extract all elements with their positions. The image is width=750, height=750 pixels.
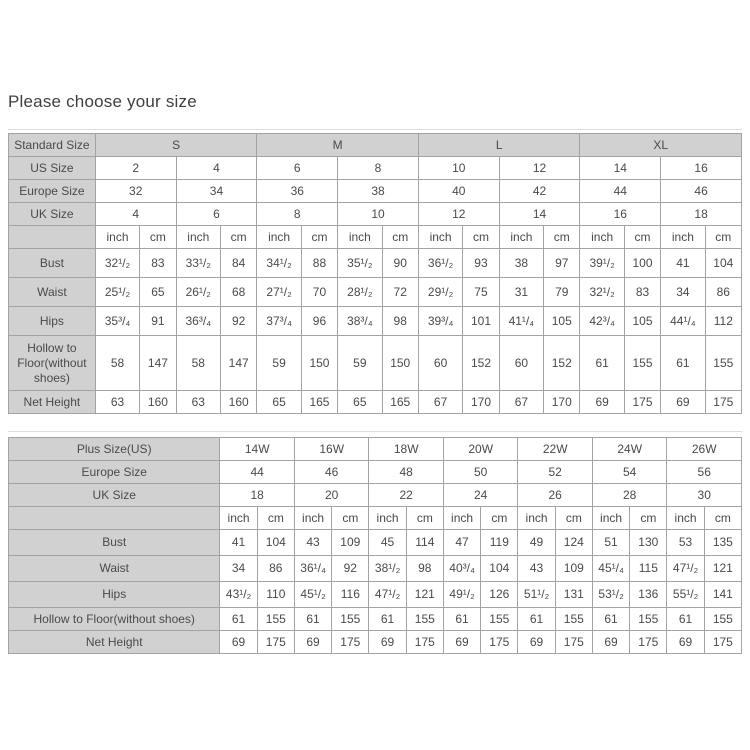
- measure-value-cell: 28¹/₂: [338, 278, 382, 307]
- size-row: [9, 157, 742, 180]
- size-value-cell: 16W: [294, 438, 369, 461]
- measure-value-cell: 165: [382, 391, 418, 414]
- measure-value-cell: 59: [338, 336, 382, 391]
- unit-cell: inch: [294, 507, 331, 530]
- measure-value-cell: 175: [257, 631, 294, 654]
- row-label-cell: Plus Size(US): [9, 438, 220, 461]
- measure-value-cell: 69: [518, 631, 555, 654]
- measure-value-cell: 34¹/₂: [257, 249, 301, 278]
- measure-value-cell: 69: [294, 631, 331, 654]
- measure-value-cell: 53: [667, 530, 704, 556]
- measure-value-cell: 175: [704, 631, 741, 654]
- measure-value-cell: 69: [580, 391, 624, 414]
- measure-value-cell: 36¹/₂: [418, 249, 462, 278]
- measure-value-cell: 47: [443, 530, 480, 556]
- unit-row-label-cell: [9, 507, 220, 530]
- size-row: [9, 461, 742, 484]
- unit-cell: cm: [332, 507, 369, 530]
- measure-value-cell: 25¹/₂: [95, 278, 139, 307]
- measure-value-cell: 69: [667, 631, 704, 654]
- measure-value-cell: 136: [630, 582, 667, 608]
- size-value-cell: 4: [95, 203, 176, 226]
- measure-row: [9, 556, 742, 582]
- measure-value-cell: 75: [463, 278, 499, 307]
- measure-value-cell: 63: [95, 391, 139, 414]
- size-value-cell: 6: [176, 203, 257, 226]
- measure-value-cell: 38³/₄: [338, 307, 382, 336]
- unit-cell: cm: [221, 226, 257, 249]
- size-value-cell: 24: [443, 484, 518, 507]
- measure-value-cell: 124: [555, 530, 592, 556]
- measure-value-cell: 104: [705, 249, 741, 278]
- measure-value-cell: 155: [555, 608, 592, 631]
- measure-value-cell: 35¹/₂: [338, 249, 382, 278]
- measure-value-cell: 67: [418, 391, 462, 414]
- measure-value-cell: 36¹/₄: [294, 556, 331, 582]
- measure-value-cell: 60: [418, 336, 462, 391]
- size-value-cell: 50: [443, 461, 518, 484]
- measure-value-cell: 47¹/₂: [667, 556, 704, 582]
- measure-value-cell: 34: [661, 278, 705, 307]
- measure-value-cell: 121: [406, 582, 443, 608]
- measure-value-cell: 155: [624, 336, 660, 391]
- size-value-cell: 16: [580, 203, 661, 226]
- measure-value-cell: 175: [624, 391, 660, 414]
- measure-value-cell: 104: [481, 556, 518, 582]
- unit-cell: inch: [499, 226, 543, 249]
- measure-value-cell: 33¹/₂: [176, 249, 220, 278]
- measure-value-cell: 45¹/₂: [294, 582, 331, 608]
- measure-value-cell: 41: [661, 249, 705, 278]
- measure-value-cell: 79: [544, 278, 580, 307]
- measure-value-cell: 83: [624, 278, 660, 307]
- measure-value-cell: 155: [332, 608, 369, 631]
- size-value-cell: 14: [580, 157, 661, 180]
- measure-value-cell: 38: [499, 249, 543, 278]
- measure-value-cell: 112: [705, 307, 741, 336]
- row-label-cell: Hollow to Floor(without shoes): [9, 336, 96, 391]
- size-value-cell: 36: [257, 180, 338, 203]
- measure-value-cell: 44¹/₄: [661, 307, 705, 336]
- measure-value-cell: 155: [630, 608, 667, 631]
- measure-value-cell: 98: [382, 307, 418, 336]
- measure-value-cell: 147: [140, 336, 176, 391]
- measure-value-cell: 155: [704, 608, 741, 631]
- measure-value-cell: 97: [544, 249, 580, 278]
- measure-value-cell: 88: [301, 249, 337, 278]
- plus-size-table: [8, 437, 742, 654]
- measure-value-cell: 45¹/₄: [592, 556, 629, 582]
- measure-value-cell: 41¹/₄: [499, 307, 543, 336]
- measure-value-cell: 175: [481, 631, 518, 654]
- row-label-cell: UK Size: [9, 484, 220, 507]
- measure-value-cell: 49¹/₂: [443, 582, 480, 608]
- unit-cell: cm: [406, 507, 443, 530]
- measure-value-cell: 35³/₄: [95, 307, 139, 336]
- measure-value-cell: 115: [630, 556, 667, 582]
- size-value-cell: 34: [176, 180, 257, 203]
- size-value-cell: 2: [95, 157, 176, 180]
- measure-value-cell: 43: [294, 530, 331, 556]
- size-value-cell: 32: [95, 180, 176, 203]
- size-value-cell: 14: [499, 203, 580, 226]
- size-value-cell: 44: [220, 461, 295, 484]
- measure-value-cell: 60: [499, 336, 543, 391]
- size-value-cell: 12: [418, 203, 499, 226]
- size-value-cell: 38: [338, 180, 419, 203]
- measure-value-cell: 41: [220, 530, 257, 556]
- measure-value-cell: 155: [705, 336, 741, 391]
- measure-value-cell: 160: [140, 391, 176, 414]
- measure-value-cell: 29¹/₂: [418, 278, 462, 307]
- measure-value-cell: 45: [369, 530, 406, 556]
- size-value-cell: 28: [592, 484, 667, 507]
- measure-value-cell: 26¹/₂: [176, 278, 220, 307]
- measure-value-cell: 114: [406, 530, 443, 556]
- unit-cell: inch: [95, 226, 139, 249]
- unit-row-label-cell: [9, 226, 96, 249]
- measure-value-cell: 105: [624, 307, 660, 336]
- measure-value-cell: 70: [301, 278, 337, 307]
- separator-line: [8, 129, 742, 130]
- row-label-cell: Bust: [9, 530, 220, 556]
- measure-value-cell: 119: [481, 530, 518, 556]
- size-group-header: M: [257, 134, 419, 157]
- measure-value-cell: 98: [406, 556, 443, 582]
- unit-cell: cm: [140, 226, 176, 249]
- size-value-cell: 10: [338, 203, 419, 226]
- measure-value-cell: 165: [301, 391, 337, 414]
- unit-cell: cm: [463, 226, 499, 249]
- measure-value-cell: 175: [406, 631, 443, 654]
- measure-value-cell: 34: [220, 556, 257, 582]
- measure-value-cell: 155: [481, 608, 518, 631]
- measure-value-cell: 43¹/₂: [220, 582, 257, 608]
- unit-cell: inch: [580, 226, 624, 249]
- measure-value-cell: 126: [481, 582, 518, 608]
- size-value-cell: 20: [294, 484, 369, 507]
- measure-value-cell: 61: [580, 336, 624, 391]
- measure-row: [9, 336, 742, 391]
- unit-cell: inch: [518, 507, 555, 530]
- unit-cell: inch: [661, 226, 705, 249]
- measure-value-cell: 68: [221, 278, 257, 307]
- measure-value-cell: 175: [705, 391, 741, 414]
- size-row: [9, 180, 742, 203]
- measure-value-cell: 160: [221, 391, 257, 414]
- size-value-cell: 26W: [667, 438, 742, 461]
- measure-value-cell: 110: [257, 582, 294, 608]
- measure-value-cell: 86: [705, 278, 741, 307]
- size-row: [9, 438, 742, 461]
- measure-value-cell: 147: [221, 336, 257, 391]
- size-value-cell: 56: [667, 461, 742, 484]
- measure-value-cell: 39³/₄: [418, 307, 462, 336]
- size-value-cell: 8: [257, 203, 338, 226]
- size-group-header: XL: [580, 134, 742, 157]
- measure-value-cell: 65: [140, 278, 176, 307]
- measure-value-cell: 32¹/₂: [580, 278, 624, 307]
- row-label-cell: Waist: [9, 278, 96, 307]
- measure-row: [9, 307, 742, 336]
- size-value-cell: 18W: [369, 438, 444, 461]
- unit-cell: inch: [667, 507, 704, 530]
- measure-value-cell: 105: [544, 307, 580, 336]
- row-label-cell: Europe Size: [9, 180, 96, 203]
- row-label-cell: Hollow to Floor(without shoes): [9, 608, 220, 631]
- size-value-cell: 18: [661, 203, 742, 226]
- measure-value-cell: 69: [220, 631, 257, 654]
- measure-value-cell: 100: [624, 249, 660, 278]
- measure-value-cell: 84: [221, 249, 257, 278]
- separator-line: [8, 431, 742, 432]
- measure-value-cell: 96: [301, 307, 337, 336]
- measure-value-cell: 83: [140, 249, 176, 278]
- measure-value-cell: 155: [257, 608, 294, 631]
- measure-value-cell: 92: [221, 307, 257, 336]
- measure-value-cell: 72: [382, 278, 418, 307]
- measure-value-cell: 32¹/₂: [95, 249, 139, 278]
- measure-value-cell: 175: [630, 631, 667, 654]
- size-value-cell: 20W: [443, 438, 518, 461]
- measure-value-cell: 116: [332, 582, 369, 608]
- size-value-cell: 14W: [220, 438, 295, 461]
- measure-value-cell: 55¹/₂: [667, 582, 704, 608]
- size-value-cell: 42: [499, 180, 580, 203]
- size-value-cell: 54: [592, 461, 667, 484]
- row-label-cell: US Size: [9, 157, 96, 180]
- unit-cell: cm: [301, 226, 337, 249]
- measure-value-cell: 131: [555, 582, 592, 608]
- row-label-cell: Hips: [9, 307, 96, 336]
- measure-row: [9, 582, 742, 608]
- row-label-cell: Waist: [9, 556, 220, 582]
- measure-value-cell: 141: [704, 582, 741, 608]
- measure-row: [9, 249, 742, 278]
- size-value-cell: 44: [580, 180, 661, 203]
- measure-value-cell: 150: [382, 336, 418, 391]
- size-value-cell: 22: [369, 484, 444, 507]
- measure-value-cell: 69: [369, 631, 406, 654]
- measure-row: [9, 530, 742, 556]
- row-label-cell: UK Size: [9, 203, 96, 226]
- measure-value-cell: 104: [257, 530, 294, 556]
- measure-value-cell: 51¹/₂: [518, 582, 555, 608]
- standard-size-table: [8, 133, 742, 414]
- size-group-header: L: [418, 134, 580, 157]
- measure-value-cell: 91: [140, 307, 176, 336]
- size-value-cell: 22W: [518, 438, 593, 461]
- unit-cell: cm: [624, 226, 660, 249]
- measure-value-cell: 69: [661, 391, 705, 414]
- measure-value-cell: 43: [518, 556, 555, 582]
- size-value-cell: 12: [499, 157, 580, 180]
- measure-row: [9, 391, 742, 414]
- measure-value-cell: 121: [704, 556, 741, 582]
- measure-value-cell: 175: [555, 631, 592, 654]
- measure-value-cell: 40³/₄: [443, 556, 480, 582]
- measure-value-cell: 31: [499, 278, 543, 307]
- unit-cell: inch: [369, 507, 406, 530]
- measure-value-cell: 155: [406, 608, 443, 631]
- size-value-cell: 30: [667, 484, 742, 507]
- size-value-cell: 48: [369, 461, 444, 484]
- measure-value-cell: 59: [257, 336, 301, 391]
- measure-value-cell: 36³/₄: [176, 307, 220, 336]
- measure-value-cell: 42³/₄: [580, 307, 624, 336]
- measure-value-cell: 67: [499, 391, 543, 414]
- measure-value-cell: 61: [661, 336, 705, 391]
- unit-cell: cm: [257, 507, 294, 530]
- unit-cell: cm: [630, 507, 667, 530]
- unit-cell: inch: [443, 507, 480, 530]
- unit-cell: cm: [555, 507, 592, 530]
- size-value-cell: 16: [661, 157, 742, 180]
- measure-value-cell: 53¹/₂: [592, 582, 629, 608]
- size-value-cell: 4: [176, 157, 257, 180]
- unit-cell: inch: [220, 507, 257, 530]
- size-value-cell: 46: [661, 180, 742, 203]
- measure-value-cell: 69: [592, 631, 629, 654]
- measure-value-cell: 65: [338, 391, 382, 414]
- measure-value-cell: 130: [630, 530, 667, 556]
- measure-value-cell: 38¹/₂: [369, 556, 406, 582]
- unit-header-row: [9, 507, 742, 530]
- size-row: [9, 484, 742, 507]
- row-label-cell: Hips: [9, 582, 220, 608]
- standard-size-header-row: [9, 134, 742, 157]
- size-value-cell: 46: [294, 461, 369, 484]
- measure-value-cell: 37³/₄: [257, 307, 301, 336]
- unit-cell: cm: [382, 226, 418, 249]
- size-value-cell: 24W: [592, 438, 667, 461]
- measure-value-cell: 69: [443, 631, 480, 654]
- measure-value-cell: 135: [704, 530, 741, 556]
- unit-cell: inch: [418, 226, 462, 249]
- size-value-cell: 26: [518, 484, 593, 507]
- unit-cell: cm: [705, 226, 741, 249]
- measure-value-cell: 39¹/₂: [580, 249, 624, 278]
- measure-value-cell: 49: [518, 530, 555, 556]
- measure-value-cell: 27¹/₂: [257, 278, 301, 307]
- measure-value-cell: 175: [332, 631, 369, 654]
- measure-value-cell: 63: [176, 391, 220, 414]
- measure-value-cell: 61: [294, 608, 331, 631]
- measure-value-cell: 61: [369, 608, 406, 631]
- unit-cell: cm: [481, 507, 518, 530]
- measure-value-cell: 93: [463, 249, 499, 278]
- size-value-cell: 6: [257, 157, 338, 180]
- unit-header-row: [9, 226, 742, 249]
- measure-value-cell: 90: [382, 249, 418, 278]
- measure-value-cell: 170: [544, 391, 580, 414]
- measure-value-cell: 61: [667, 608, 704, 631]
- measure-row: [9, 608, 742, 631]
- size-value-cell: 8: [338, 157, 419, 180]
- size-group-header: S: [95, 134, 257, 157]
- measure-value-cell: 61: [443, 608, 480, 631]
- unit-cell: cm: [544, 226, 580, 249]
- measure-value-cell: 47¹/₂: [369, 582, 406, 608]
- measure-value-cell: 86: [257, 556, 294, 582]
- measure-value-cell: 61: [592, 608, 629, 631]
- size-value-cell: 52: [518, 461, 593, 484]
- measure-row: [9, 631, 742, 654]
- measure-value-cell: 58: [95, 336, 139, 391]
- measure-value-cell: 109: [555, 556, 592, 582]
- measure-value-cell: 92: [332, 556, 369, 582]
- unit-cell: inch: [338, 226, 382, 249]
- unit-cell: inch: [592, 507, 629, 530]
- unit-cell: cm: [704, 507, 741, 530]
- measure-value-cell: 58: [176, 336, 220, 391]
- measure-value-cell: 51: [592, 530, 629, 556]
- row-label-cell: Bust: [9, 249, 96, 278]
- measure-row: [9, 278, 742, 307]
- row-label-cell: Europe Size: [9, 461, 220, 484]
- measure-value-cell: 170: [463, 391, 499, 414]
- page-title: Please choose your size: [8, 92, 197, 111]
- measure-value-cell: 152: [463, 336, 499, 391]
- measure-value-cell: 65: [257, 391, 301, 414]
- row-label-cell: Net Height: [9, 391, 96, 414]
- measure-value-cell: 150: [301, 336, 337, 391]
- measure-value-cell: 61: [220, 608, 257, 631]
- unit-cell: inch: [176, 226, 220, 249]
- measure-value-cell: 152: [544, 336, 580, 391]
- measure-value-cell: 101: [463, 307, 499, 336]
- size-row: [9, 203, 742, 226]
- size-value-cell: 10: [418, 157, 499, 180]
- size-value-cell: 40: [418, 180, 499, 203]
- unit-cell: inch: [257, 226, 301, 249]
- size-value-cell: 18: [220, 484, 295, 507]
- measure-value-cell: 109: [332, 530, 369, 556]
- corner-label-cell: Standard Size: [9, 134, 96, 157]
- measure-value-cell: 61: [518, 608, 555, 631]
- row-label-cell: Net Height: [9, 631, 220, 654]
